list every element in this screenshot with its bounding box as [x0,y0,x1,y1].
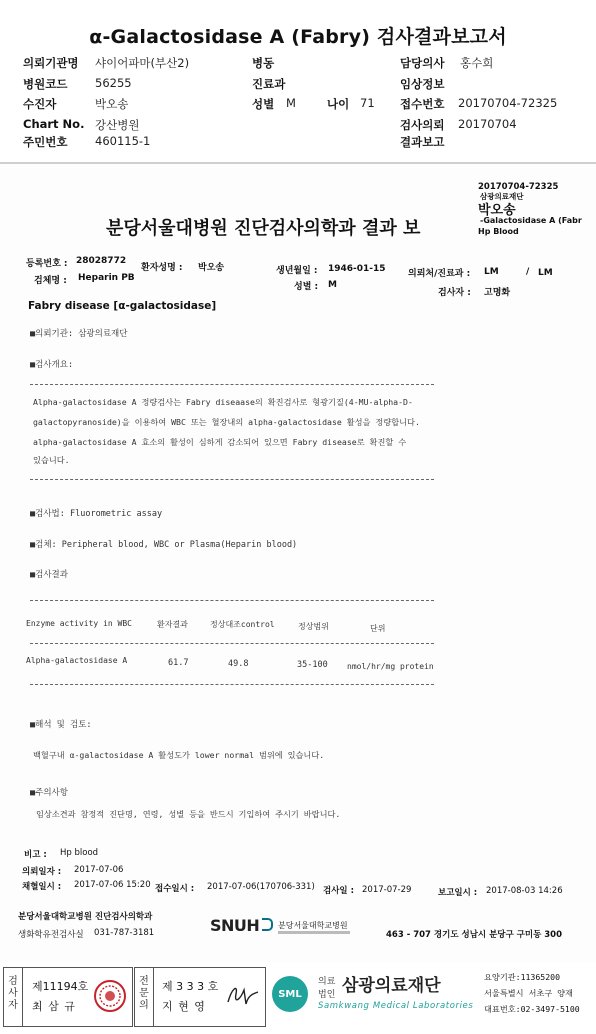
age-label: 나이 [327,97,350,111]
sex-value: M [286,96,296,110]
certifier-2-role: 전 문 의 [139,976,149,1011]
table-header-rule [30,643,434,644]
test-date-value: 2017-07-29 [362,885,412,895]
certifier-1-role: 검 사 자 [8,976,18,1011]
table-cell-control: 49.8 [228,659,249,669]
overview-line-3: alpha-galactosidase A 효소의 활성이 심하게 감소되어 있으면 Fabry disease로 확진할 수 [33,437,407,447]
dept-sep: / [526,267,530,277]
specimen-value: Heparin PB [78,273,135,283]
overview-line-4: 있습니다. [33,455,70,465]
receipt-number-label: 접수번호 [400,97,445,111]
org-name-en: Samkwang Medical Laboratories [318,1001,474,1011]
sml-logo-icon: SML [272,976,308,1012]
table-top-rule [30,600,434,601]
table-header-enzyme: Enzyme activity in WBC [26,619,132,628]
corp-label-bottom: 법인 [318,990,336,1000]
notes-text: 임상소견과 참정적 진단명, 연령, 성별 등을 반드시 기입하여 주시기 바랍니다. [36,809,341,819]
sheet-footer-dept: 분당서울대학교병원 진단검사의학과 [18,912,153,922]
label: 의뢰기관명 [23,56,79,70]
receipt-date-value: 2017-07-06(170706-331) [207,882,315,892]
test-name: Fabry disease [α-galactosidase] [28,300,217,312]
certification-footer [0,962,596,1034]
certifier-1-number: 제11194호 [32,980,89,993]
test-request-value: 20170704 [458,117,517,131]
snuh-hospital-name: 분당서울대학교병원 [278,921,348,930]
overview-line-2: galactopyranoside)을 이용하여 WBC 또는 혈장내의 alpha-galactosidase 활성을 정량합니다. [33,417,420,427]
draw-date-label: 채혈일시 : [22,882,62,892]
table-header-control: 정상대조control [210,620,275,629]
snuh-logo: SNUH [210,916,260,935]
org-phone: 대표번호:02-3497-5100 [484,1004,580,1014]
resident-number-value: 460115-1 [95,134,151,148]
signature-icon [224,980,262,1010]
reg-label: 등록번호 : [26,259,68,269]
method-line: ■검사법: Fluorometric assay [30,509,163,519]
stamp-number: 20170704-72325 [478,182,559,192]
corp-label-top: 의료 [318,977,336,987]
agency-code: 요양기관:11365200 [484,972,561,982]
org-address: 서울특별시 서초구 양재 [484,988,573,998]
clinical-info-label: 임상정보 [400,77,445,91]
report-header [0,0,596,160]
specimen-line: ■검체: Peripheral blood, WBC or Plasma(Heparin blood) [30,540,298,550]
overview-heading: ■검사개요: [30,360,74,370]
test-request-label: 검사의뢰 [400,118,445,132]
dob-value: 1946-01-15 [328,264,386,274]
ward-label: 병동 [252,56,275,70]
doctor-label: 담당의사 [400,56,445,70]
patient-name-value: 박오송 [198,263,225,273]
snuh-logo-subtext [278,931,350,934]
patient-name-label: 환자성명 : [141,263,183,273]
dept-value2: LM [538,268,553,278]
stamp-org: 삼광의료재단 [480,192,524,201]
divider [30,384,434,385]
resident-number-label: 주민번호 [23,135,68,149]
tester-value: 고명화 [484,288,511,298]
result-heading: ■검사결과 [30,570,68,580]
overview-line-1: Alpha-galactosidase A 정량검사는 Fabry diseaase의 확진검사로 형광기질(4-MU-alpha-D- [33,397,413,407]
divider [22,967,23,1027]
receipt-date-label: 접수일시 : [155,884,195,894]
patient-label: 수진자 [23,97,57,111]
divider [153,967,154,1027]
request-date-value: 2017-07-06 [74,865,124,875]
sheet-footer-address: 463 - 707 경기도 성남시 분당구 구미동 300 [386,930,563,940]
sex-label: 성별 [252,97,275,111]
snuh-logo-mark [262,918,273,931]
sex-value: M [328,280,337,290]
interpretation-heading: ■해석 및 검토: [30,720,92,730]
hospital-code-label: 병원코드 [23,77,68,91]
tester-label: 검사자 : [438,288,471,298]
doctor-value: 홍수희 [460,56,494,70]
department-label: 진료과 [252,77,286,91]
specimen-label: 검체명 : [34,276,67,286]
stamp-name: 박오송 [478,203,516,218]
certifier-1-name: 최 삼 규 [32,1000,76,1013]
certifier-2-number: 제 3 3 3 호 [162,980,219,993]
receipt-number-value: 20170704-72325 [458,96,558,110]
sex-label: 성별 : [294,282,319,292]
table-header-range: 정상범위 [298,622,329,631]
dept-value: LM [484,267,499,277]
divider [30,479,434,480]
result-sheet [0,162,596,962]
table-cell-patient: 61.7 [168,658,189,668]
draw-date-value: 2017-07-06 15:20 [74,880,151,890]
stamp-test: -Galactosidase A (Fabr [480,216,582,225]
remarks-label: 비고 : [24,850,47,860]
result-report-label: 결과보고 [400,135,445,149]
age-value: 71 [360,96,375,110]
dept-label: 의뢰처/진료과 : [408,269,471,279]
table-bottom-rule [30,684,434,685]
chart-number-value: 강산병원 [95,118,140,132]
hospital-name-row [23,55,79,71]
sheet-footer-phone: 031-787-3181 [94,928,155,938]
dob-label: 생년월일 : [276,266,318,276]
org-name-ko: 삼광의료재단 [342,976,441,996]
table-cell-unit: nmol/hr/mg protein [347,662,434,671]
patient-value: 박오송 [95,97,129,111]
report-title: α-Galactosidase A (Fabry) 검사결과보고서 [89,26,507,48]
report-date-value: 2017-08-03 14:26 [486,886,563,896]
certifier-2-name: 지 현 영 [162,1000,206,1013]
chart-number-label: Chart No. [23,117,85,131]
hospital-name-value: 샤이어파마(부산2) [95,56,190,70]
notes-heading: ■주의사항 [30,788,68,798]
table-header-unit: 단위 [370,624,386,633]
sheet-title: 분당서울대병원 진단검사의학과 결과 보 [106,218,421,239]
sheet-footer-lab: 생화학유전검사실 [18,930,84,940]
stamp-specimen: Hp Blood [478,227,519,236]
table-cell-enzyme: Alpha-galactosidase A [26,656,128,665]
seal-stamp-icon [92,978,128,1014]
remarks-value: Hp blood [60,848,99,858]
reg-value: 28028772 [76,256,127,266]
interpretation-text: 백혈구내 α-galactosidase A 활성도가 lower normal 범위에 있습니다. [33,750,325,760]
report-date-label: 보고일시 : [438,888,478,898]
request-date-label: 의뢰일자 : [22,867,62,877]
hospital-code-value: 56255 [95,76,132,90]
referral-line: ■의뢰기관: 삼광의료재단 [30,329,128,339]
table-header-patient: 환자결과 [157,620,188,629]
test-date-label: 검사일 : [323,886,354,896]
table-cell-range: 35-100 [297,660,328,670]
